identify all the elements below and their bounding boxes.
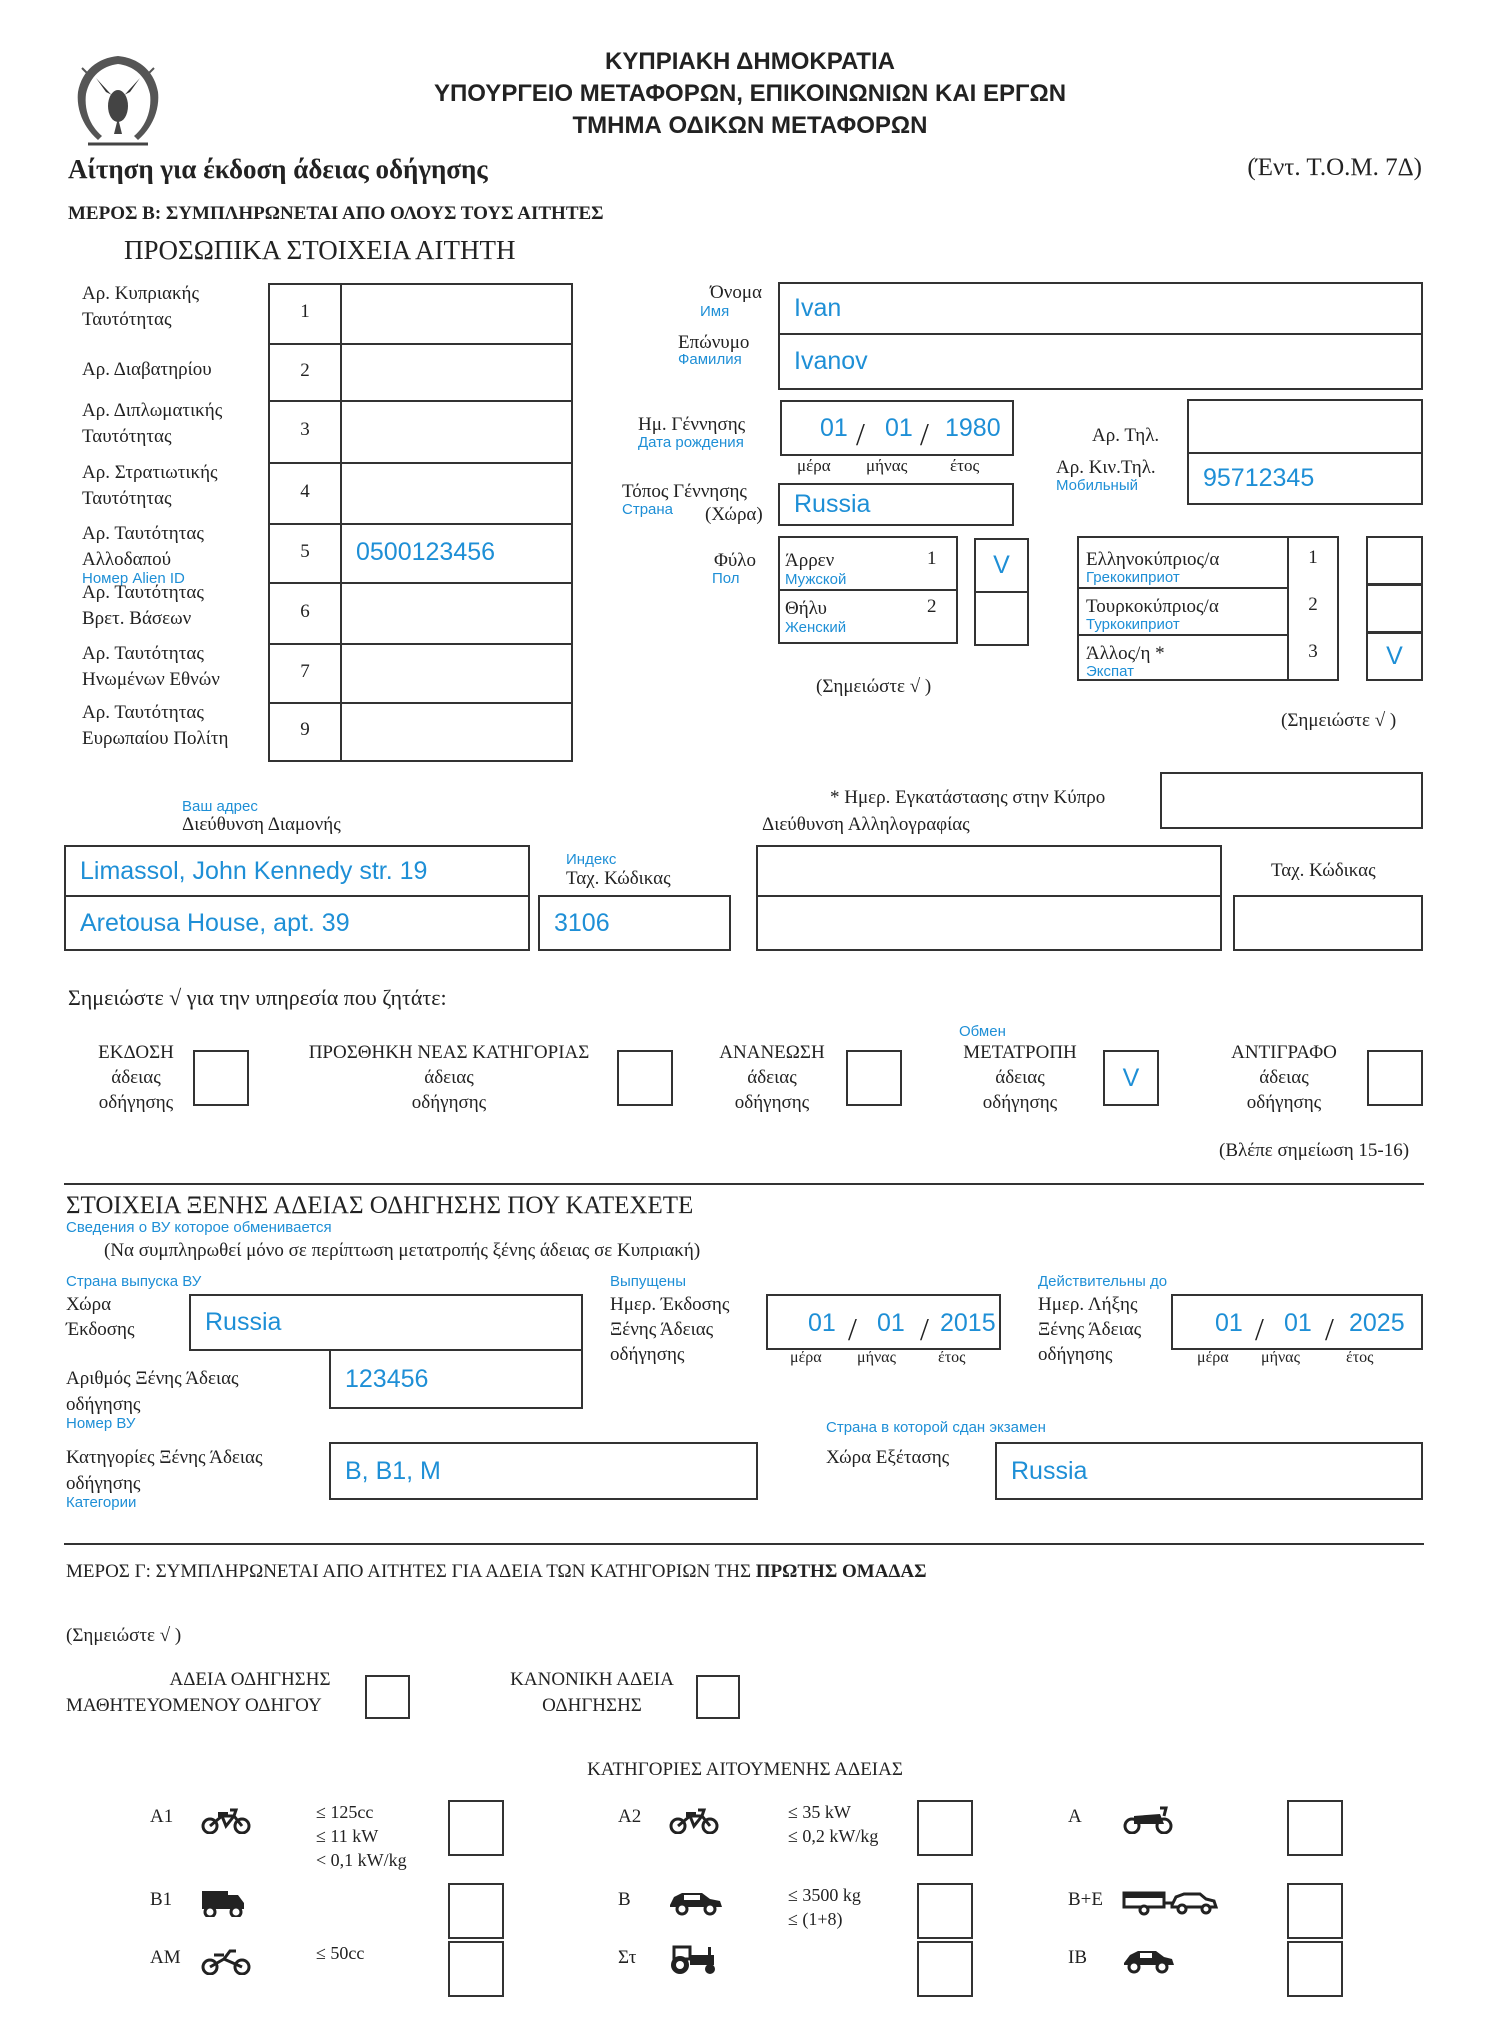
- id-row-label: Αρ. Ταυτότητας: [82, 523, 204, 544]
- birth-year: 1980: [945, 414, 1001, 442]
- service-option-label-ru: Обмен: [959, 1023, 1006, 1040]
- nationality-note: (Σημειώστε √ ): [1281, 710, 1397, 731]
- issue-day: 01: [808, 1309, 836, 1337]
- sex-option-checkbox[interactable]: [974, 591, 1029, 646]
- check-mark: V: [993, 551, 1010, 579]
- tractor-icon: [668, 1945, 724, 1975]
- date-separator: /: [920, 416, 929, 452]
- mobile-field[interactable]: [1187, 452, 1423, 505]
- id-row-number: 5: [300, 540, 310, 562]
- quadricycle-icon: [200, 1887, 256, 1917]
- service-option-label: οδήγησης: [98, 1092, 174, 1113]
- service-note: (Βλέπε σημείωση 15-16): [1219, 1140, 1410, 1161]
- section-divider: [64, 1543, 1424, 1545]
- surname-label: Επώνυμο: [678, 332, 750, 353]
- category-spec: ≤ 50cc: [316, 1943, 365, 1963]
- id-row-value-field[interactable]: [340, 702, 573, 762]
- id-row-label: Αρ. Στρατιωτικής: [82, 462, 218, 483]
- foreign-section-title-ru: Сведения о ВУ которое обменивается: [66, 1219, 332, 1236]
- regular-checkbox[interactable]: [696, 1675, 740, 1719]
- day-label: μέρα: [1197, 1349, 1229, 1366]
- sex-option-number: 1: [927, 548, 937, 569]
- learner-checkbox[interactable]: [365, 1675, 410, 1719]
- part-c-title: [66, 1561, 927, 1583]
- service-option-label: άδειας: [111, 1067, 161, 1088]
- postal-field[interactable]: [538, 895, 731, 951]
- service-option-label: οδήγησης: [982, 1092, 1058, 1113]
- nationality-option-label-ru: Грекокиприот: [1086, 569, 1180, 586]
- category-code: AM: [150, 1947, 181, 1968]
- category-spec: ≤ 11 kW: [316, 1826, 379, 1846]
- heavy-motorcycle-icon: [1122, 1804, 1178, 1834]
- sex-option-label-ru: Женский: [785, 619, 847, 636]
- category-spec: ≤ 3500 kg: [788, 1885, 861, 1905]
- day-label: μέρα: [790, 1349, 822, 1366]
- id-row-number: 3: [300, 419, 310, 440]
- divider: [1077, 634, 1289, 636]
- mail-address-line1-field[interactable]: [756, 845, 1222, 897]
- foreign-country-label2: Έκδοσης: [66, 1319, 135, 1340]
- category-checkbox[interactable]: [448, 1883, 504, 1939]
- nationality-option-label-ru: Туркокиприот: [1086, 616, 1180, 633]
- phone-label: Αρ. Τηλ.: [1092, 425, 1160, 446]
- category-code: B+E: [1068, 1889, 1103, 1910]
- id-row-label: Ταυτότητας: [82, 488, 172, 509]
- sex-label-ru: Пол: [712, 570, 740, 587]
- id-row-label: Αρ. Ταυτότητας: [82, 582, 204, 603]
- birth-date-label-ru: Дата рождения: [638, 434, 744, 451]
- id-row-number: 2: [300, 359, 310, 381]
- foreign-number-label-ru: Номер ВУ: [66, 1415, 136, 1432]
- phone-field[interactable]: [1187, 399, 1423, 454]
- id-row-value-field[interactable]: [340, 582, 573, 645]
- part-c-note: (Σημειώστε √ ): [66, 1625, 182, 1646]
- nationality-option-checkbox[interactable]: [1366, 536, 1423, 585]
- address-line2-field[interactable]: [64, 895, 530, 951]
- service-option-label: άδειας: [747, 1067, 797, 1088]
- automatic-car-icon: [1122, 1945, 1178, 1975]
- category-spec: ≤ (1+8): [788, 1909, 843, 1929]
- id-row-label: Αρ. Ταυτότητας: [82, 643, 204, 664]
- id-row-label: Ευρωπαίου Πολίτη: [82, 728, 229, 749]
- header-ministry: ΥΠΟΥΡΓΕΙΟ ΜΕΤΑΦΟΡΩΝ, ΕΠΙΚΟΙΝΩΝΙΩΝ ΚΑΙ ΕΡΓΩΝ: [433, 80, 1067, 107]
- birth-day: 01: [820, 414, 848, 442]
- regular-label: ΚΑΝΟΝΙΚΗ ΑΔΕΙΑ: [510, 1669, 674, 1690]
- foreign-section-subtitle: (Να συμπληρωθεί μόνο σε περίπτωση μετατροπής ξένης άδειας σε Κυπριακή): [104, 1240, 701, 1261]
- year-label: έτος: [1346, 1349, 1374, 1366]
- id-row-label: Βρετ. Βάσεων: [82, 608, 192, 629]
- foreign-number-field[interactable]: [329, 1349, 583, 1409]
- id-row-number: 4: [300, 480, 310, 502]
- category-code: B1: [150, 1889, 173, 1910]
- sex-label: Φύλο: [714, 550, 757, 571]
- check-mark: V: [1122, 1063, 1140, 1092]
- id-row-label: Αλλοδαπού: [82, 549, 172, 570]
- moped-icon: [200, 1945, 256, 1975]
- car-trailer-icon: [1122, 1887, 1218, 1917]
- category-code: B: [618, 1889, 631, 1910]
- mobile-value: 95712345: [1203, 464, 1315, 492]
- header-department: ΤΜΗΜΑ ΟΔΙΚΩΝ ΜΕΤΑΦΟΡΩΝ: [572, 112, 928, 139]
- nationality-option-checkbox[interactable]: [1366, 584, 1423, 633]
- postal-label-ru: Индекс: [566, 851, 617, 868]
- category-checkbox[interactable]: [448, 1941, 504, 1997]
- expiry-day: 01: [1215, 1309, 1243, 1337]
- category-checkbox[interactable]: [448, 1800, 504, 1856]
- learner-label2: ΜΑΘΗΤΕΥΟΜΕΝΟΥ ΟΔΗΓΟΥ: [66, 1695, 322, 1716]
- id-row-label: Αρ. Ταυτότητας: [82, 702, 204, 723]
- service-option-label: οδήγησης: [734, 1092, 810, 1113]
- sex-option-checkbox[interactable]: [974, 538, 1029, 593]
- address-label: Διεύθυνση Διαμονής: [182, 814, 341, 835]
- foreign-number-label2: οδήγησης: [66, 1394, 141, 1415]
- motorcycle-icon: [200, 1804, 256, 1834]
- nationality-option-label: Άλλος/η *: [1086, 643, 1165, 664]
- id-row-number: 9: [300, 719, 310, 740]
- birth-date-label: Ημ. Γέννησης: [638, 414, 746, 435]
- id-row-value-field[interactable]: [340, 462, 573, 525]
- category-checkbox[interactable]: [1287, 1800, 1343, 1856]
- id-row-number: 6: [300, 600, 310, 622]
- category-spec: ≤ 0,2 kW/kg: [788, 1826, 879, 1846]
- service-option-label: ΑΝΑΝΕΩΣΗ: [719, 1042, 825, 1063]
- nationality-option-label: Ελληνοκύπριος/α: [1086, 549, 1220, 570]
- category-code: A: [1068, 1806, 1082, 1827]
- mail-postal-label: Ταχ. Κώδικας: [1271, 860, 1376, 881]
- nationality-option-label: Τουρκοκύπριος/α: [1086, 596, 1219, 617]
- issue-date-label2: Ξένης Άδειας: [610, 1319, 714, 1340]
- category-code: Στ: [618, 1947, 637, 1968]
- service-option-label: οδήγησης: [411, 1092, 487, 1113]
- nationality-number-column: [1287, 536, 1339, 681]
- exam-country-label-ru: Страна в которой сдан экзамен: [826, 1419, 1046, 1436]
- exam-country-field[interactable]: [995, 1442, 1423, 1500]
- nationality-option-label-ru: Экспат: [1086, 663, 1135, 680]
- birth-place-field[interactable]: [778, 483, 1014, 526]
- header-country: ΚΥΠΡΙΑΚΗ ΔΗΜΟΚΡΑΤΙΑ: [605, 48, 895, 75]
- service-option-label: ΠΡΟΣΘΗΚΗ ΝΕΑΣ ΚΑΤΗΓΟΡΙΑΣ: [308, 1042, 590, 1063]
- sex-option-label: Θήλυ: [785, 598, 827, 619]
- nationality-option-checkbox[interactable]: [1366, 632, 1423, 681]
- id-row-value-field[interactable]: [340, 343, 573, 402]
- foreign-country-value: Russia: [205, 1308, 282, 1336]
- category-code: A2: [618, 1806, 642, 1827]
- issue-date-label3: οδήγησης: [610, 1344, 685, 1365]
- exam-country-value: Russia: [1011, 1456, 1088, 1485]
- learner-label: ΑΔΕΙΑ ΟΔΗΓΗΣΗΣ: [169, 1669, 331, 1690]
- issue-month: 01: [877, 1309, 905, 1337]
- id-row-value-field[interactable]: [340, 643, 573, 704]
- service-option-label: ΕΚΔΟΣΗ: [98, 1042, 174, 1063]
- foreign-categories-field[interactable]: [329, 1442, 758, 1500]
- date-separator: /: [1255, 1311, 1264, 1347]
- mail-address-label: Διεύθυνση Αλληλογραφίας: [762, 814, 970, 835]
- settlement-date-field[interactable]: [1160, 772, 1423, 829]
- regular-label2: ΟΔΗΓΗΣΗΣ: [542, 1695, 642, 1716]
- name-label: Όνομα: [710, 282, 762, 303]
- nationality-option-number: 3: [1308, 641, 1318, 662]
- name-label-ru: Имя: [700, 303, 730, 320]
- foreign-section-title: ΣΤΟΙΧΕΙΑ ΞΕΝΗΣ ΑΔΕΙΑΣ ΟΔΗΓΗΣΗΣ ΠΟΥ ΚΑΤΕΧΕΤΕ: [66, 1192, 694, 1219]
- year-label: έτος: [938, 1349, 966, 1366]
- foreign-categories-label: Κατηγορίες Ξένης Άδειας: [66, 1447, 263, 1468]
- category-checkbox[interactable]: [917, 1941, 973, 1997]
- date-separator: /: [920, 1311, 929, 1347]
- section-divider: [64, 1183, 1424, 1185]
- divider: [1077, 587, 1289, 589]
- id-row-label: Αρ. Διπλωματικής: [82, 400, 223, 421]
- service-option-label: ΑΝΤΙΓΡΑΦΟ: [1231, 1042, 1337, 1063]
- month-label: μήνας: [1261, 1349, 1300, 1366]
- id-row-label: Ηνωμένων Εθνών: [82, 669, 220, 690]
- form-code: (Έντ. Τ.Ο.Μ. 7Δ): [1247, 154, 1422, 181]
- check-mark: V: [1386, 642, 1403, 670]
- settlement-label: * Ημερ. Εγκατάστασης στην Κύπρο: [830, 787, 1106, 808]
- foreign-categories-value: B, B1, M: [345, 1456, 441, 1485]
- nationality-option-number: 2: [1308, 594, 1318, 615]
- date-separator: /: [856, 416, 865, 452]
- category-code: A1: [150, 1806, 174, 1827]
- part-c-title-text: ΜΕΡΟΣ Γ: ΣΥΜΠΛΗΡΩΝΕΤΑΙ ΑΠΟ ΑΙΤΗΤΕΣ ΓΙΑ ΑΔΕΙΑ ΤΩΝ ΚΑΤΗΓΟΡΙΩΝ ΤΗΣ: [66, 1561, 756, 1582]
- birth-place-value: Russia: [794, 490, 871, 518]
- sex-note: (Σημειώστε √ ): [816, 676, 932, 697]
- service-option-label: άδειας: [1259, 1067, 1309, 1088]
- category-checkbox[interactable]: [1287, 1941, 1343, 1997]
- day-label: μέρα: [797, 456, 831, 475]
- birth-place-label-ru: Страна: [622, 501, 674, 518]
- foreign-country-field[interactable]: [189, 1294, 583, 1351]
- id-row-number: 7: [300, 660, 310, 682]
- name-value: Ivan: [794, 294, 842, 322]
- category-spec: ≤ 125cc: [316, 1802, 374, 1822]
- sex-option-label-ru: Мужской: [785, 571, 847, 588]
- sex-option-label: Άρρεν: [785, 550, 835, 571]
- id-row-value-field[interactable]: [340, 283, 573, 345]
- service-option-label: άδειας: [424, 1067, 474, 1088]
- date-separator: /: [848, 1311, 857, 1347]
- category-spec: ≤ 35 kW: [788, 1802, 851, 1822]
- id-row-value: 0500123456: [356, 537, 496, 566]
- postal-label: Ταχ. Κώδικας: [566, 868, 671, 889]
- categories-title: ΚΑΤΗΓΟΡΙΕΣ ΑΙΤΟΥΜΕΝΗΣ ΑΔΕΙΑΣ: [587, 1759, 903, 1780]
- address-label-ru: Ваш адрес: [182, 798, 258, 815]
- divider: [778, 589, 958, 591]
- service-option-label: οδήγησης: [1246, 1092, 1322, 1113]
- mobile-label-ru: Мобильный: [1056, 477, 1138, 494]
- address-line1-field[interactable]: [64, 845, 530, 897]
- issue-year: 2015: [940, 1309, 996, 1337]
- service-option-checkbox[interactable]: [1367, 1050, 1423, 1106]
- service-option-checkbox[interactable]: [846, 1050, 902, 1106]
- category-checkbox[interactable]: [917, 1883, 973, 1939]
- foreign-country-label: Χώρα: [66, 1294, 112, 1315]
- foreign-categories-label-ru: Категории: [66, 1494, 137, 1511]
- expiry-date-label: Ημερ. Λήξης: [1038, 1294, 1138, 1315]
- motorcycle-icon: [668, 1804, 724, 1834]
- birth-place-label2: (Χώρα): [705, 504, 763, 525]
- exam-country-label: Χώρα Εξέτασης: [826, 1447, 950, 1468]
- category-checkbox[interactable]: [1287, 1883, 1343, 1939]
- year-label: έτος: [950, 456, 980, 475]
- expiry-date-label-ru: Действительны до: [1038, 1273, 1168, 1290]
- category-code: IB: [1068, 1947, 1087, 1968]
- mail-postal-field[interactable]: [1233, 895, 1423, 951]
- issue-date-label: Ημερ. Έκδοσης: [610, 1294, 730, 1315]
- id-row-value-field[interactable]: [340, 400, 573, 464]
- part-c-title-bold: ΠΡΩΤΗΣ ΟΜΑΔΑΣ: [755, 1561, 927, 1582]
- address-line2-value: Aretousa House, apt. 39: [80, 908, 350, 937]
- service-prompt: Σημειώστε √ για την υπηρεσία που ζητάτε:: [68, 985, 447, 1010]
- foreign-categories-label2: οδήγησης: [66, 1473, 141, 1494]
- foreign-country-label-ru: Страна выпуска ВУ: [66, 1273, 202, 1290]
- id-row-label: Ταυτότητας: [82, 309, 172, 330]
- birth-month: 01: [885, 414, 913, 442]
- category-spec: < 0,1 kW/kg: [316, 1850, 407, 1870]
- id-row-number: 1: [300, 301, 310, 322]
- name-field[interactable]: [778, 282, 1423, 335]
- service-option-checkbox[interactable]: [617, 1050, 673, 1106]
- id-row-label: Αρ. Διαβατηρίου: [82, 359, 212, 380]
- id-row-label-ru: Номер Alien ID: [82, 570, 185, 587]
- category-checkbox[interactable]: [917, 1800, 973, 1856]
- service-option-label: άδειας: [995, 1067, 1045, 1088]
- mail-address-line2-field[interactable]: [756, 895, 1222, 951]
- nationality-option-number: 1: [1308, 547, 1318, 568]
- part-b-title: ΜΕΡΟΣ Β: ΣΥΜΠΛΗΡΩΝΕΤΑΙ ΑΠΟ ΟΛΟΥΣ ΤΟΥΣ ΑΙΤΗΤΕΣ: [68, 203, 604, 224]
- form-title: Αίτηση για έκδοση άδειας οδήγησης: [68, 154, 488, 184]
- date-separator: /: [1325, 1311, 1334, 1347]
- id-row-label: Αρ. Κυπριακής: [82, 283, 200, 304]
- sex-option-number: 2: [927, 596, 937, 617]
- service-option-checkbox[interactable]: [1103, 1050, 1159, 1106]
- service-option-label: ΜΕΤΑΤΡΟΠΗ: [963, 1042, 1077, 1063]
- expiry-date-label3: οδήγησης: [1038, 1344, 1113, 1365]
- surname-field[interactable]: [778, 333, 1423, 390]
- surname-value: Ivanov: [794, 347, 868, 375]
- section-personal-title: ΠΡΟΣΩΠΙΚΑ ΣΤΟΙΧΕΙΑ ΑΙΤΗΤΗ: [124, 235, 516, 265]
- month-label: μήνας: [857, 1349, 896, 1366]
- surname-label-ru: Фамилия: [678, 351, 742, 368]
- expiry-year: 2025: [1349, 1309, 1405, 1337]
- foreign-number-value: 123456: [345, 1364, 429, 1393]
- month-label: μήνας: [866, 456, 908, 475]
- service-option-checkbox[interactable]: [193, 1050, 249, 1106]
- car-icon: [668, 1887, 724, 1917]
- birth-place-label: Τόπος Γέννησης: [622, 481, 747, 502]
- expiry-date-label2: Ξένης Άδειας: [1038, 1319, 1142, 1340]
- postal-value: 3106: [554, 908, 610, 937]
- foreign-number-label: Αριθμός Ξένης Άδειας: [66, 1368, 239, 1389]
- address-line1-value: Limassol, John Kennedy str. 19: [80, 856, 428, 885]
- mobile-label: Αρ. Κιν.Τηλ.: [1056, 457, 1156, 478]
- issue-date-label-ru: Выпущены: [610, 1273, 686, 1290]
- id-row-label: Ταυτότητας: [82, 426, 172, 447]
- expiry-month: 01: [1284, 1309, 1312, 1337]
